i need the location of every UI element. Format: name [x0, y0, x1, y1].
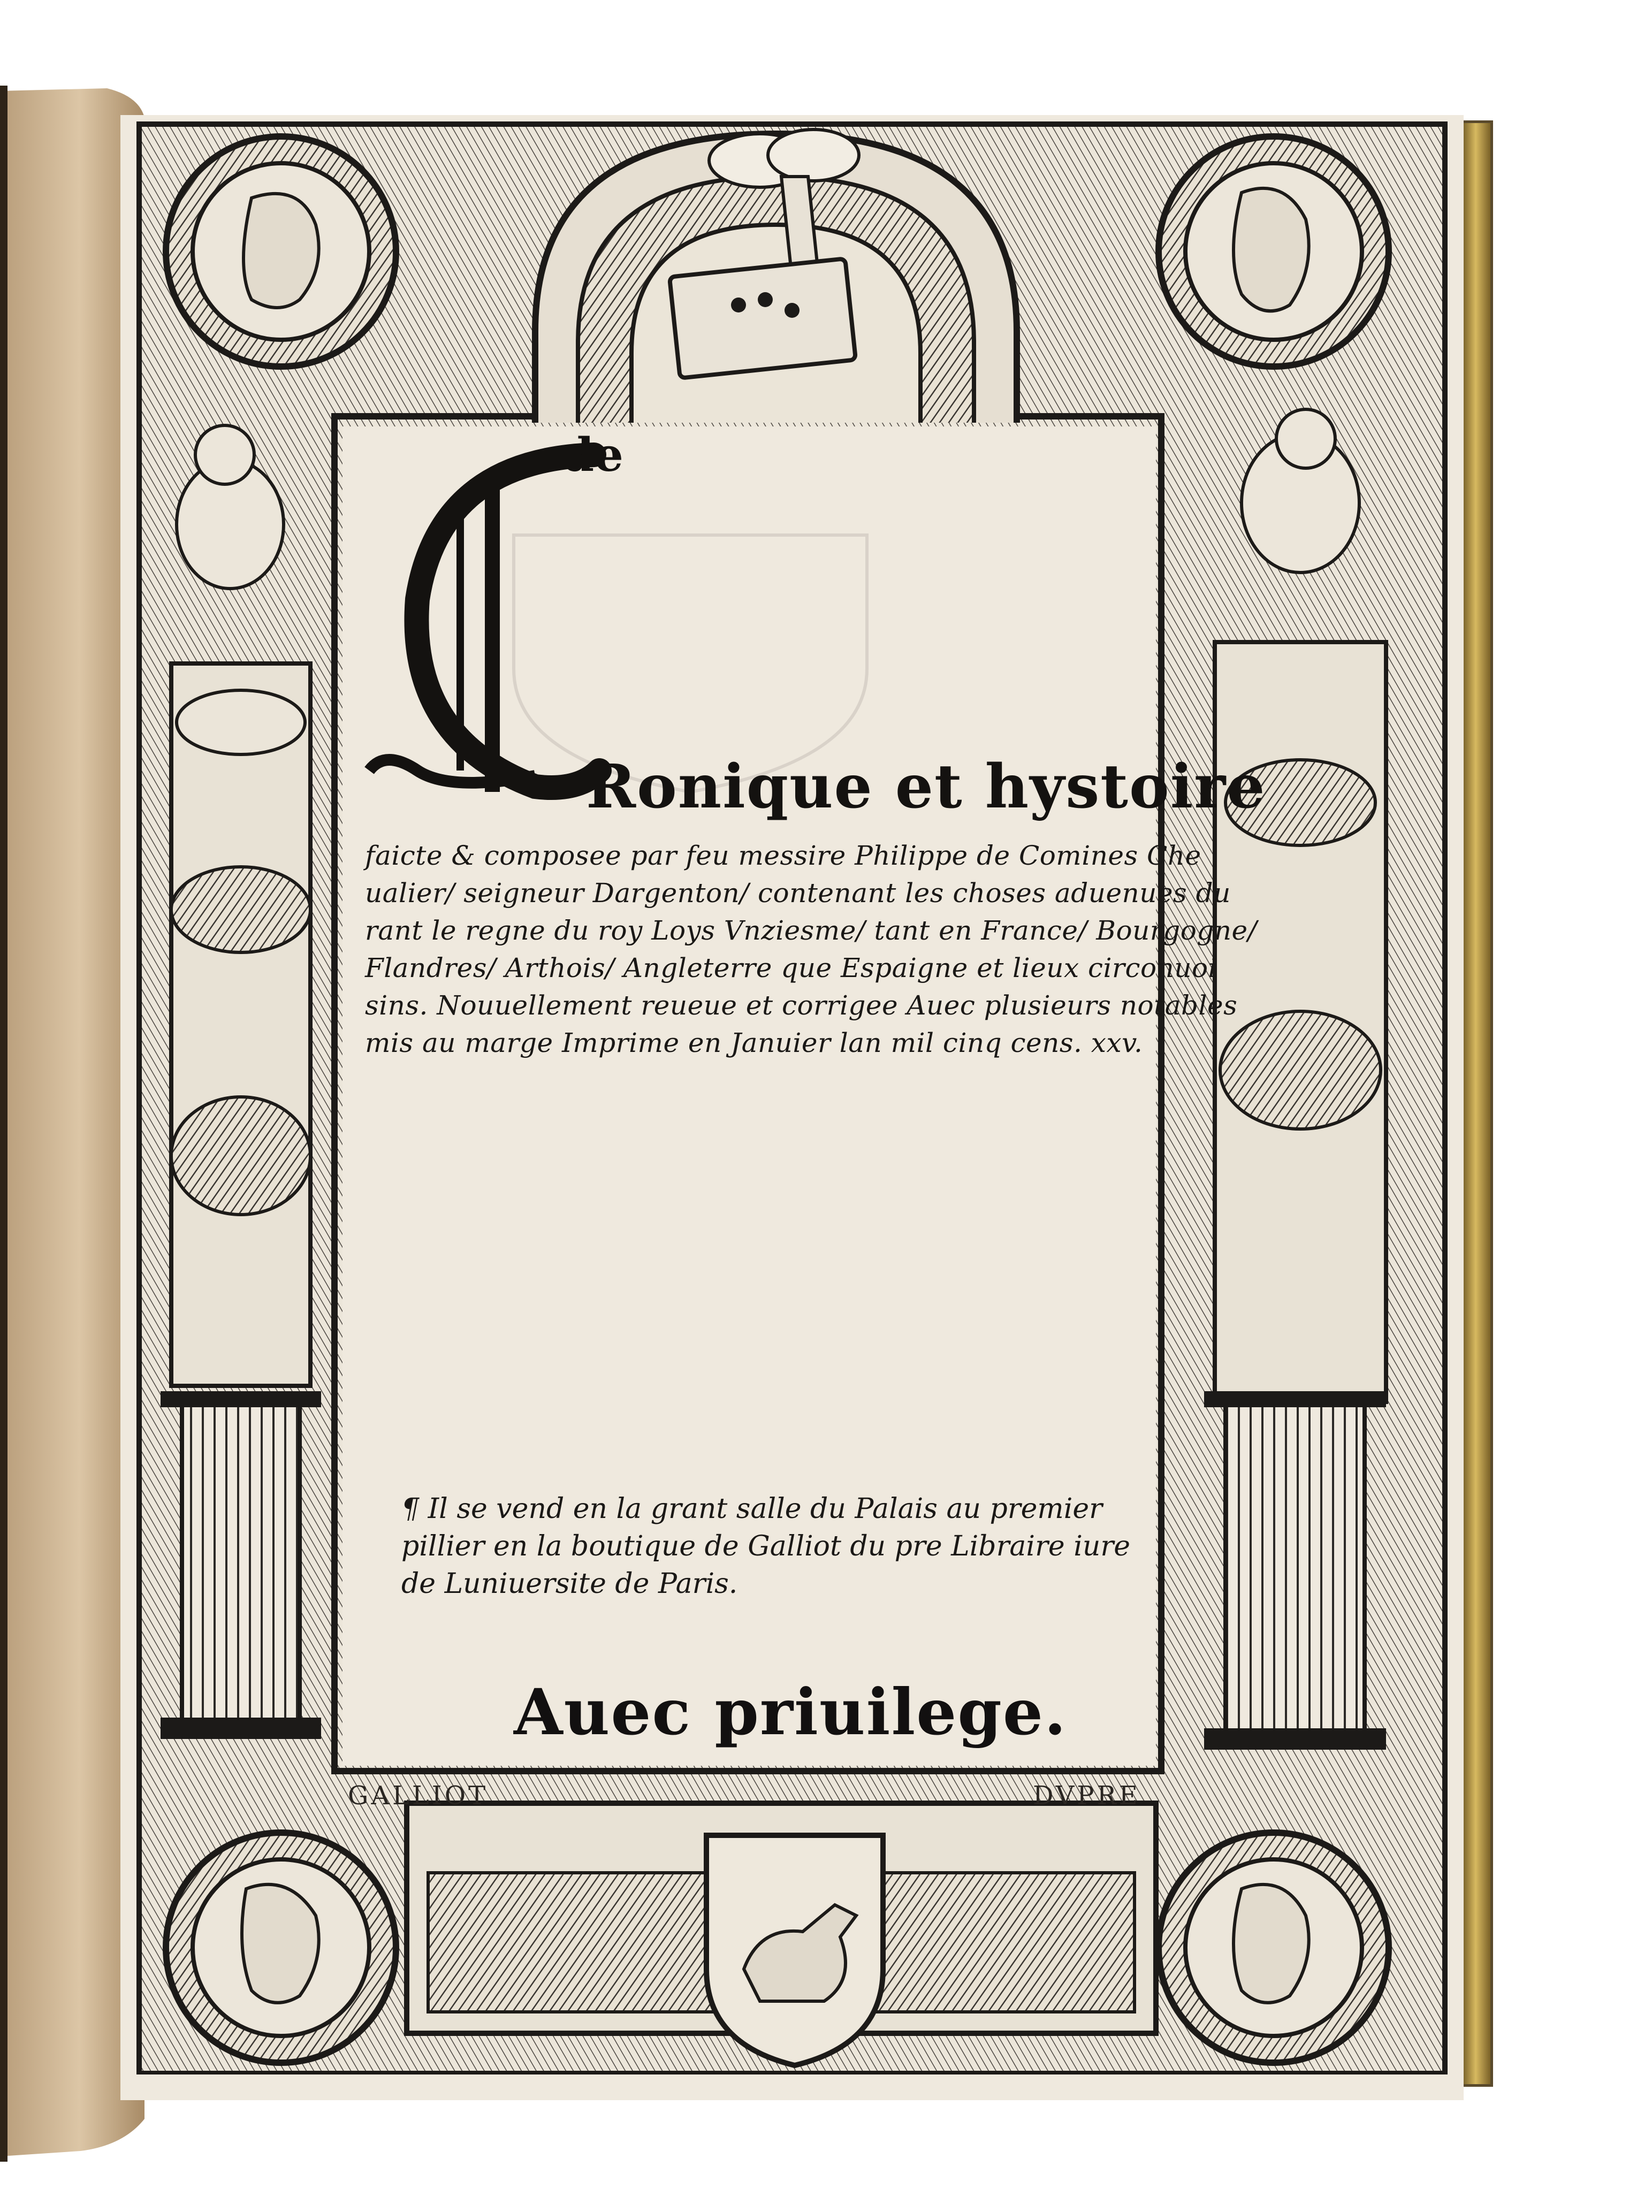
medallion-top-right [1159, 136, 1389, 367]
printer-mark-shield [706, 1835, 883, 2065]
subtitle-line-1: faicte & composee par feu messire Philippe de Comines Che [365, 840, 1201, 871]
subtitle-line-6: mis au marge Imprime en Januier lan mil cinq cens. xxv. [365, 1027, 1143, 1058]
subtitle-line-4: Flandres/ Arthois/ Angleterre que Espaigne et lieux circonuoi [365, 952, 1217, 983]
sale-line-3: de Luniuersite de Paris. [401, 1568, 738, 1600]
sale-line-2: pillier en la boutique de Galliot du pre Libraire iure [401, 1530, 1130, 1562]
printer-name-left: GALLIOT [348, 1781, 489, 1811]
medallion-bottom-right [1159, 1833, 1389, 2063]
book-title: Ronique et hystoire [586, 752, 1266, 822]
printer-name-right: DVPRE [1033, 1781, 1140, 1811]
sale-line-1: ¶ Il se vend en la grant salle du Palais au premier [401, 1493, 1102, 1525]
gilt-edge [1461, 123, 1490, 2084]
medallion-top-left [166, 136, 396, 367]
medallion-bottom-left [166, 1833, 396, 2063]
lettrine-small-text: de [562, 428, 623, 482]
subtitle-line-3: rant le regne du roy Loys Vnziesme/ tant en France/ Bourgogne/ [365, 915, 1257, 946]
subtitle-line-5: sins. Nouuellement reueue et corrigee Auec plusieurs notables [365, 990, 1238, 1021]
privilege-line: Auec priuilege. [514, 1675, 1068, 1749]
subtitle-line-2: ualier/ seigneur Dargenton/ contenant les choses aduenues du [365, 878, 1231, 909]
left-cover-edge [0, 86, 7, 2162]
top-arch-ornament [535, 129, 1017, 423]
